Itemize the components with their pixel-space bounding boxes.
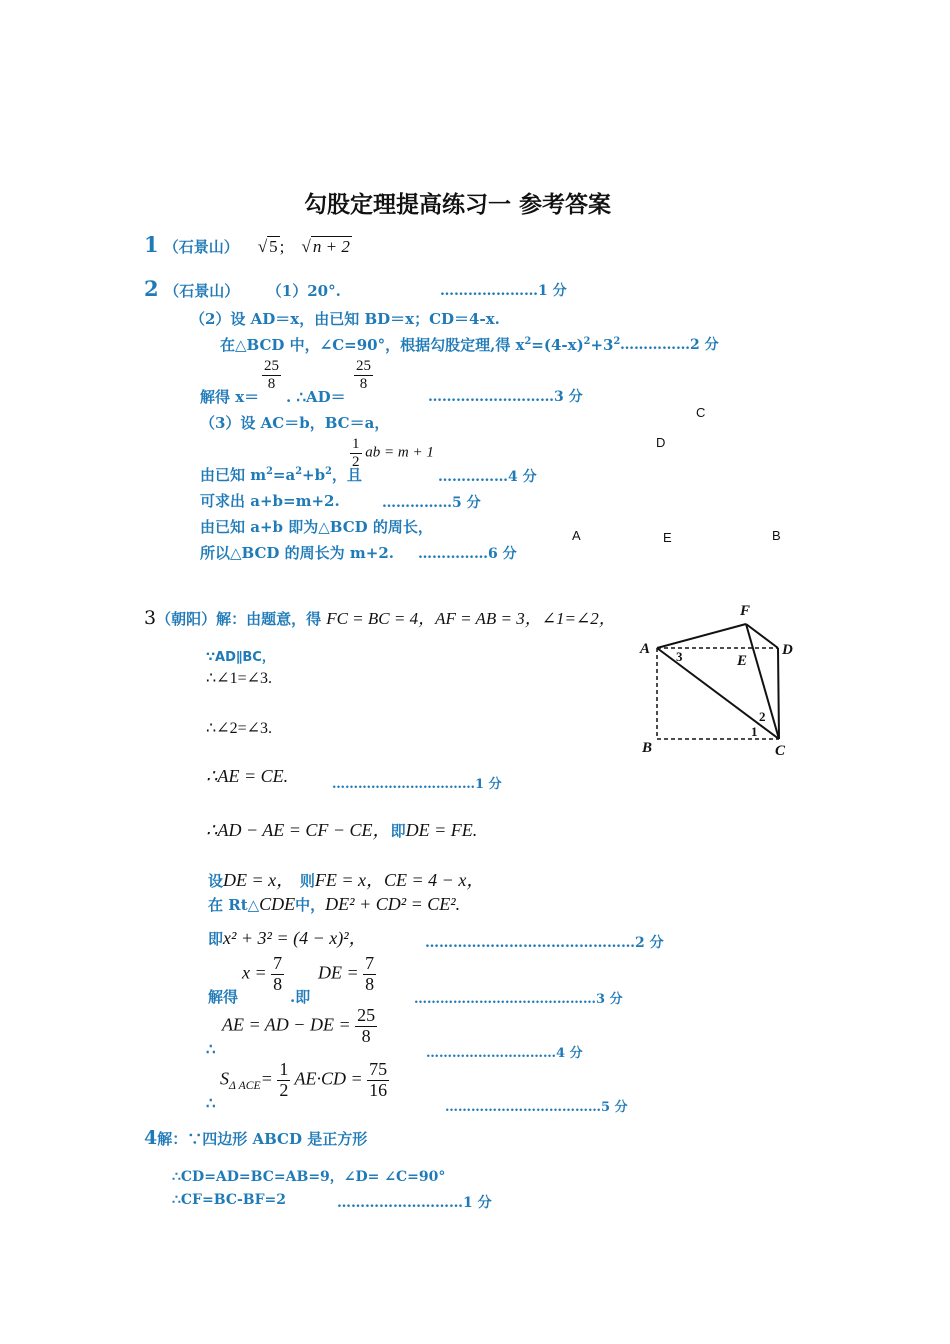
part-3-line-1: （3）设 AC＝b，BC＝a， [200,414,390,432]
figure-label-b: B [772,528,781,543]
numerator: 7 [273,953,283,973]
figure-label-e: E [663,530,672,545]
text-seg: 即 [208,930,224,948]
ae-ce-line: ∴AE = CE. [206,766,289,786]
question-number: 1 [144,232,159,257]
equation-line [208,924,367,950]
q4-line-1: ∴CD=AD=BC=AB=9，∠D= ∠C=90° [172,1169,446,1185]
math-seg: DE = [318,962,359,983]
denominator: 8 [365,973,375,994]
score-3: ………………………3 分 [428,389,583,405]
score-2: ……………2 分 [620,337,719,353]
denominator: 8 [267,375,276,392]
question-source: （石景山） [163,238,239,256]
equation-rest: ab = m + 1 [365,444,434,461]
q4-line-2: ∴CF=BC-BF=2 [172,1192,287,1208]
de-fe-line [206,816,477,842]
part-1: （1）20°. [266,282,341,300]
math-seg: = [260,1068,273,1089]
area-expression [220,1060,389,1101]
numerator: 25 [264,358,279,374]
question-number: 2 [144,276,159,301]
fraction-25-8-b [354,358,373,392]
answer-sqrt-n2: √ n + 2 [301,237,350,256]
label-a: A [640,641,651,657]
math-seg: DE = x， [223,870,295,890]
text-seg: 中， [295,896,326,914]
part-3-line-3: 可求出 a+b=m+2. [200,492,340,510]
label-d: D [782,642,793,658]
question-number: 3 [144,607,157,629]
label-e: E [737,653,748,669]
math-seg: x = [242,962,267,983]
question-1 [144,232,352,257]
label-b: B [642,740,653,756]
text-seg: +b [302,466,326,484]
page-title: 勾股定理提高练习一 参考答案 [304,192,612,218]
ae-expression [222,1006,377,1047]
text-seg: ，且 [331,466,362,484]
rt-line [208,894,460,915]
therefore-1: ∴ [206,1040,216,1058]
numerator: 1 [352,436,360,452]
question-source: （朝阳）解：由题意，得 [156,610,322,628]
text-seg: 在 Rt△ [208,896,260,914]
q4-intro: 解：∵四边形 ABCD 是正方形 [157,1130,368,1148]
set-line [208,866,484,892]
denominator: 2 [279,1079,289,1100]
x-solution [242,954,284,995]
edge-fd [746,624,778,648]
math-seg: DE² + CD² = CE². [325,894,461,914]
solve-label: 解得 [208,988,239,1006]
q3-score-1: ……………………………1 分 [332,777,502,792]
q3-score-4: …………………………4 分 [426,1046,583,1061]
math-seg: FE = x，CE = 4 − x， [314,870,485,890]
part-3-line-4: 由已知 a+b 即为△BCD 的周长， [200,518,433,536]
math-seg: x² + 3² = (4 − x)²， [223,928,367,948]
de-solution [318,954,376,995]
edge-af [657,624,746,648]
therefore-2: ∴ [206,1094,216,1112]
angle-label-3: 3 [676,649,683,664]
answer-sqrt5: √ 5 ; [257,237,285,256]
q4-score-1: ………………………1 分 [337,1195,492,1211]
q3-score-3: ……………………………………3 分 [414,992,623,1007]
question-2-header [144,276,341,301]
subscript: Δ ACE [229,1079,261,1093]
geometry-figure [630,598,810,763]
given-equations: FC = BC = 4，AF = AB = 3，∠1=∠2， [326,609,616,628]
text-seg: =(4-x) [531,336,584,354]
separator: ; [279,237,285,256]
question-number: 4 [144,1127,158,1149]
question-3-header [144,604,616,629]
question-4-header [144,1127,367,1149]
text-seg: 设 [208,872,224,890]
figure-label-d: D [656,435,666,450]
label-c: C [775,743,786,759]
part-2-line-1: （2）设 AD＝x，由已知 BD＝x；CD＝4-x. [190,310,500,328]
numerator: 7 [365,953,375,973]
fraction-25-8-a [262,358,281,392]
denominator: 16 [369,1079,388,1100]
parallel-line: ∵AD∥BC， [206,650,275,665]
numerator: 75 [369,1059,388,1079]
part-2-line-2: 在△BCD 中，∠C=90°，根据勾股定理,得 $x^2=(4-x)^2+3^2$ [220,336,621,354]
math-seg: S [220,1068,229,1089]
numerator: 25 [356,358,371,374]
denominator: 8 [361,1025,371,1046]
solve-join: .即 [290,988,311,1006]
q3-score-5: ………………………………5 分 [445,1100,628,1115]
equation-half-ab [350,436,434,470]
label-f: F [740,603,751,619]
sqrt-content: n + 2 [312,237,350,256]
text-seg: 在△BCD 中，∠C=90°，根据勾股定理,得 x [220,336,525,354]
text-seg: +3 [590,336,614,354]
text-seg: =a [272,466,296,484]
q3-score-2: ………………………………………2 分 [425,935,664,951]
math-seg: ∴AD − AE = CF − CE， [206,820,391,840]
part-3-line-2: 由已知 $m^2=a^2+b^2$，且 [200,466,362,484]
score-5: ……………5 分 [382,495,481,511]
math-seg: DE = FE. [405,820,478,840]
score-6: ……………6 分 [418,546,517,562]
angle-label-1: 1 [751,724,758,739]
math-seg: CDE [259,894,296,914]
question-source: （石景山） [164,282,240,300]
solve-text-1: 解得 x＝ [200,388,260,406]
figure-label-a: A [572,528,581,543]
part-3-line-5: 所以△BCD 的周长为 m+2. [200,544,394,562]
denominator: 8 [273,973,283,994]
angle-13-line: ∴∠1=∠3. [206,670,273,687]
score-1: …………………1 分 [440,283,567,299]
math-seg: AE·CD = [294,1068,363,1089]
denominator: 2 [352,453,360,470]
numerator: 25 [357,1005,376,1025]
numerator: 1 [279,1059,289,1079]
figure-label-c: C [696,405,706,420]
score-4: ……………4 分 [438,469,537,485]
edge-dc [778,648,779,739]
angle-23-line: ∴∠2=∠3. [206,720,273,737]
math-seg: AE = AD − DE = [222,1014,351,1035]
text-seg: 则 [299,872,315,890]
text-seg: 由已知 m [200,466,267,484]
denominator: 8 [359,375,368,392]
angle-label-2: 2 [759,709,766,724]
text-seg: 即 [390,822,406,840]
solve-text-2: . ∴AD＝ [286,388,346,406]
sqrt-content: 5 [269,237,278,256]
